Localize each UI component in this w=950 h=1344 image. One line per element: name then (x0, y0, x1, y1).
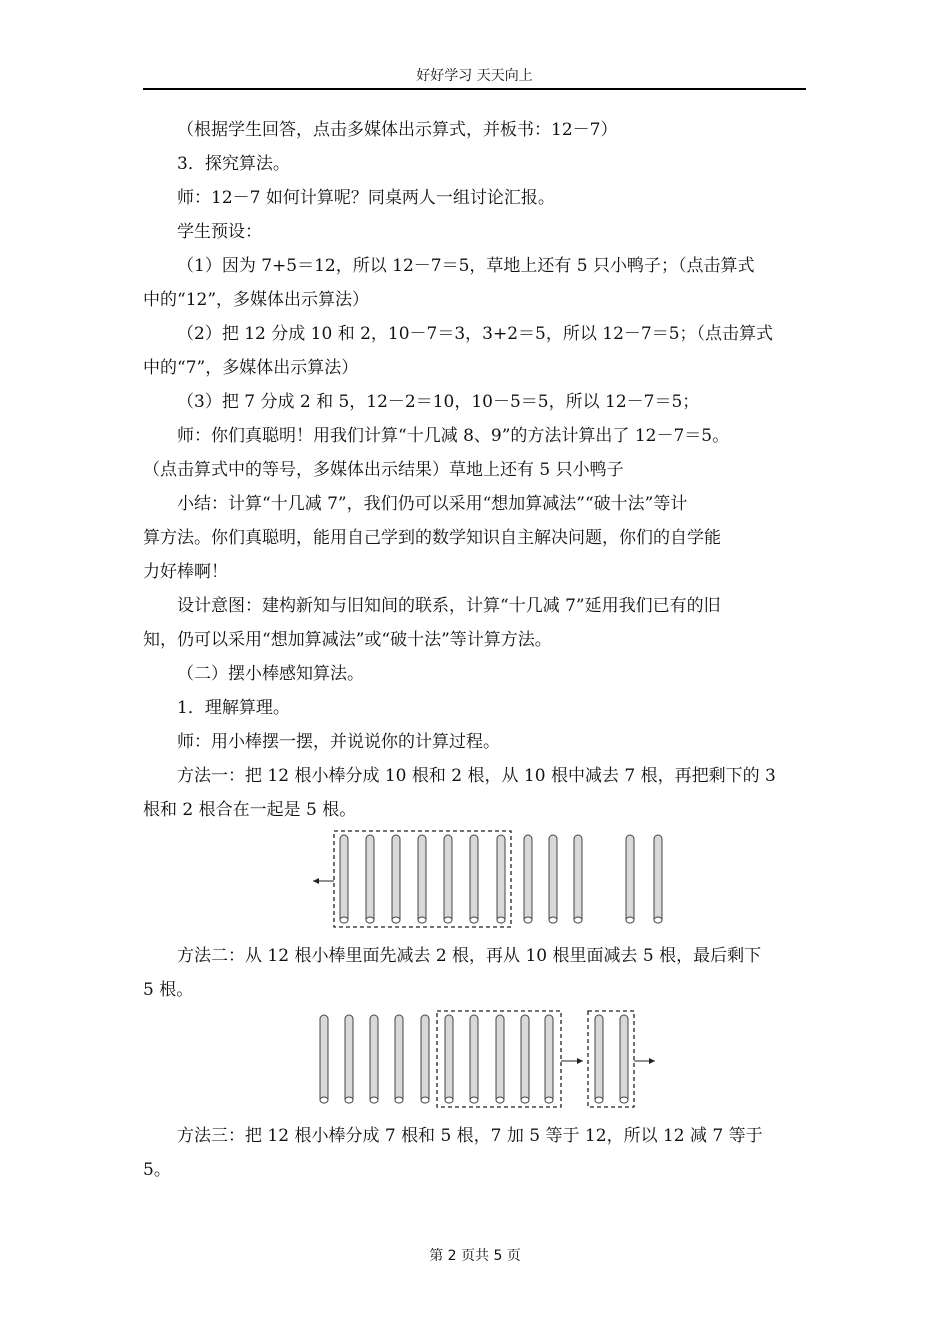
page-header: 好好学习 天天向上 (416, 68, 533, 84)
stick (444, 835, 452, 923)
arrow-head (577, 1058, 583, 1064)
stick-end (345, 1097, 353, 1103)
stick (496, 1015, 504, 1103)
figure-method-two (143, 1009, 806, 1113)
figure-method-one (143, 829, 806, 933)
sticks-diagram-1 (143, 829, 806, 933)
stick (654, 835, 662, 923)
stick-end (595, 1097, 603, 1103)
stick (574, 835, 582, 923)
stick-end (395, 1097, 403, 1103)
stick (524, 835, 532, 923)
stick-end (370, 1097, 378, 1103)
page-footer: 第 2 页共 5 页 (429, 1248, 521, 1264)
stick-end (366, 917, 374, 923)
stick (620, 1015, 628, 1103)
paragraph: 算方法。你们真聪明，能用自己学到的数学知识自主解决问题，你们的自学能 (143, 528, 721, 548)
paragraph: 方法一：把 12 根小棒分成 10 根和 2 根，从 10 根中减去 7 根，再把剩下的 3 (177, 766, 776, 786)
paragraph: （根据学生回答，点击多媒体出示算式，并板书：12－7） (177, 120, 618, 140)
stick-end (549, 917, 557, 923)
stick (345, 1015, 353, 1103)
stick-end (574, 917, 582, 923)
stick-end (445, 1097, 453, 1103)
stick-end (421, 1097, 429, 1103)
paragraph: 1．理解算理。 (177, 698, 290, 718)
sticks-diagram-2 (143, 1009, 806, 1113)
paragraph: 方法三：把 12 根小棒分成 7 根和 5 根，7 加 5 等于 12，所以 12 减 7 等于 (177, 1126, 763, 1146)
arrow-head (649, 1058, 655, 1064)
paragraph: 学生预设： (177, 222, 262, 242)
stick (595, 1015, 603, 1103)
stick-end (418, 917, 426, 923)
stick (545, 1015, 553, 1103)
paragraph: 小结：计算“十几减 7”，我们仍可以采用“想加算减法”“破十法”等计 (177, 494, 688, 514)
stick-end (620, 1097, 628, 1103)
paragraph: （3）把 7 分成 2 和 5，12－2＝10，10－5＝5，所以 12－7＝5； (177, 392, 700, 412)
stick-end (444, 917, 452, 923)
stick (392, 835, 400, 923)
stick (470, 835, 478, 923)
paragraph: 5。 (143, 1160, 171, 1180)
document-body (143, 113, 806, 1187)
arrow-head (313, 878, 319, 884)
stick (470, 1015, 478, 1103)
paragraph: 师：用小棒摆一摆，并说说你的计算过程。 (177, 732, 500, 752)
paragraph: 根和 2 根合在一起是 5 根。 (143, 800, 357, 820)
paragraph: 师：你们真聪明！用我们计算“十几减 8、9”的方法计算出了 12－7＝5。 (177, 426, 730, 446)
paragraph: 设计意图：建构新知与旧知间的联系，计算“十几减 7”延用我们已有的旧 (177, 596, 721, 616)
stick (521, 1015, 529, 1103)
stick-end (524, 917, 532, 923)
stick (418, 835, 426, 923)
stick (370, 1015, 378, 1103)
stick (320, 1015, 328, 1103)
paragraph: （点击算式中的等号，多媒体出示结果）草地上还有 5 只小鸭子 (143, 460, 624, 480)
header-rule (143, 88, 806, 90)
paragraph: 力好棒啊！ (143, 562, 228, 582)
stick (366, 835, 374, 923)
stick-end (340, 917, 348, 923)
paragraph: 中的“12”，多媒体出示算法） (143, 290, 370, 310)
paragraph: 方法二：从 12 根小棒里面先减去 2 根，再从 10 根里面减去 5 根，最后剩下 (177, 946, 762, 966)
stick (549, 835, 557, 923)
stick (421, 1015, 429, 1103)
paragraph: 中的“7”，多媒体出示算法） (143, 358, 359, 378)
paragraph: （1）因为 7+5＝12，所以 12－7＝5，草地上还有 5 只小鸭子；（点击算式 (177, 256, 755, 276)
stick-end (626, 917, 634, 923)
paragraph: （二）摆小棒感知算法。 (177, 664, 364, 684)
stick (395, 1015, 403, 1103)
paragraph: 3．探究算法。 (177, 154, 290, 174)
paragraph: 5 根。 (143, 980, 194, 1000)
stick-end (470, 917, 478, 923)
stick (445, 1015, 453, 1103)
stick-end (497, 917, 505, 923)
stick-end (521, 1097, 529, 1103)
stick (497, 835, 505, 923)
paragraph: （2）把 12 分成 10 和 2，10－7＝3，3+2＝5，所以 12－7＝5；（点击算式 (177, 324, 774, 344)
stick-end (392, 917, 400, 923)
stick-end (320, 1097, 328, 1103)
stick-end (545, 1097, 553, 1103)
stick-end (470, 1097, 478, 1103)
paragraph: 师：12－7 如何计算呢？同桌两人一组讨论汇报。 (177, 188, 555, 208)
paragraph: 知，仍可以采用“想加算减法”或“破十法”等计算方法。 (143, 630, 552, 650)
stick (626, 835, 634, 923)
stick (340, 835, 348, 923)
stick-end (496, 1097, 504, 1103)
stick-end (654, 917, 662, 923)
